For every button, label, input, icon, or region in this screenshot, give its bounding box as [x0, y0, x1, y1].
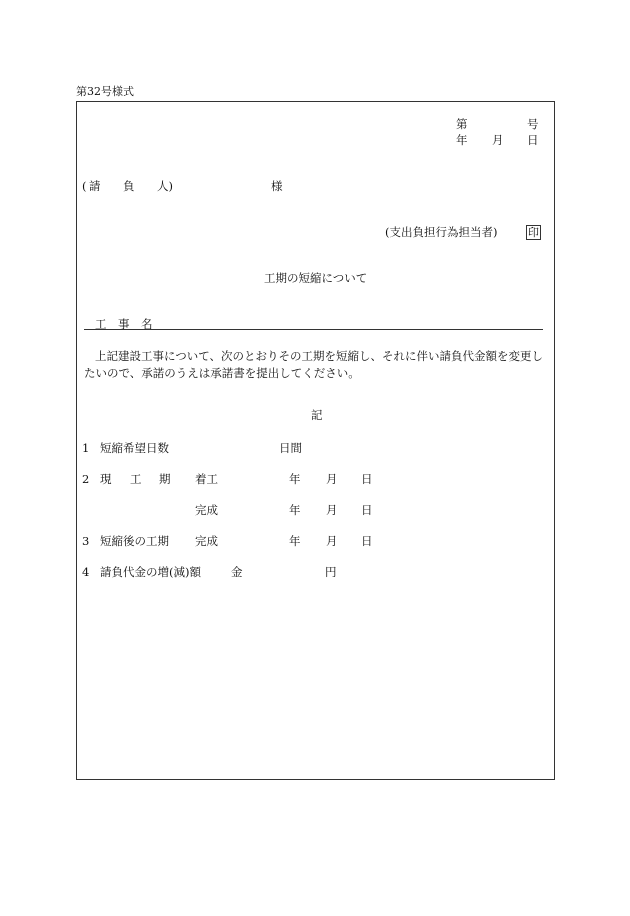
item2-label-ki: 期 [159, 472, 171, 486]
project-mei: 名 [141, 317, 153, 331]
header-nen: 年 [456, 133, 468, 147]
signatory-label: (支出負担行為担当者) [385, 225, 498, 239]
header-dai: 第 [456, 117, 468, 131]
item2-end-label: 完成 [195, 503, 218, 517]
item3-nen: 年 [289, 534, 301, 548]
item1-number: 1 [82, 441, 90, 455]
item2-label-ko: 工 [130, 472, 142, 486]
header-hi: 日 [527, 133, 539, 147]
addressee-sama: 様 [271, 179, 283, 193]
item2-start-hi: 日 [361, 472, 373, 486]
project-ji: 事 [118, 317, 130, 331]
item2-start-tsuki: 月 [326, 472, 338, 486]
project-name-underline [84, 329, 543, 330]
item1-label: 短縮希望日数 [100, 441, 169, 455]
item3-label: 短縮後の工期 [100, 534, 169, 548]
item2-end-nen: 年 [289, 503, 301, 517]
item3-tsuki: 月 [326, 534, 338, 548]
document-title: 工期の短縮について [264, 271, 368, 285]
item3-end-label: 完成 [195, 534, 218, 548]
header-tsuki: 月 [492, 133, 504, 147]
item1-unit: 日間 [279, 441, 302, 455]
item4-label: 請負代金の増(減)額 [100, 565, 201, 579]
addressee-open-paren: ( [82, 179, 87, 193]
item3-number: 3 [82, 534, 90, 548]
seal-box: 印 [528, 226, 539, 239]
item2-start-nen: 年 [289, 472, 301, 486]
addressee-nin: 人) [157, 179, 173, 193]
item2-start-label: 着工 [195, 472, 218, 486]
addressee-fu: 負 [123, 179, 135, 193]
item4-number: 4 [82, 565, 90, 579]
body-text: 上記建設工事について、次のとおりその工期を短縮し、それに伴い請負代金額を変更したいので、承諾のうえは承諾書を提出してください。 [84, 349, 544, 380]
form-number: 第32号様式 [76, 85, 134, 98]
item2-end-tsuki: 月 [326, 503, 338, 517]
addressee-sei: 請 [89, 179, 101, 193]
ki-label: 記 [311, 408, 323, 422]
item2-label-gen: 現 [100, 472, 112, 486]
item2-number: 2 [82, 472, 90, 486]
item4-kin: 金 [231, 565, 243, 579]
item2-end-hi: 日 [361, 503, 373, 517]
item4-yen: 円 [325, 565, 337, 579]
header-go: 号 [527, 117, 539, 131]
item3-hi: 日 [361, 534, 373, 548]
project-ko: 工 [95, 317, 107, 331]
